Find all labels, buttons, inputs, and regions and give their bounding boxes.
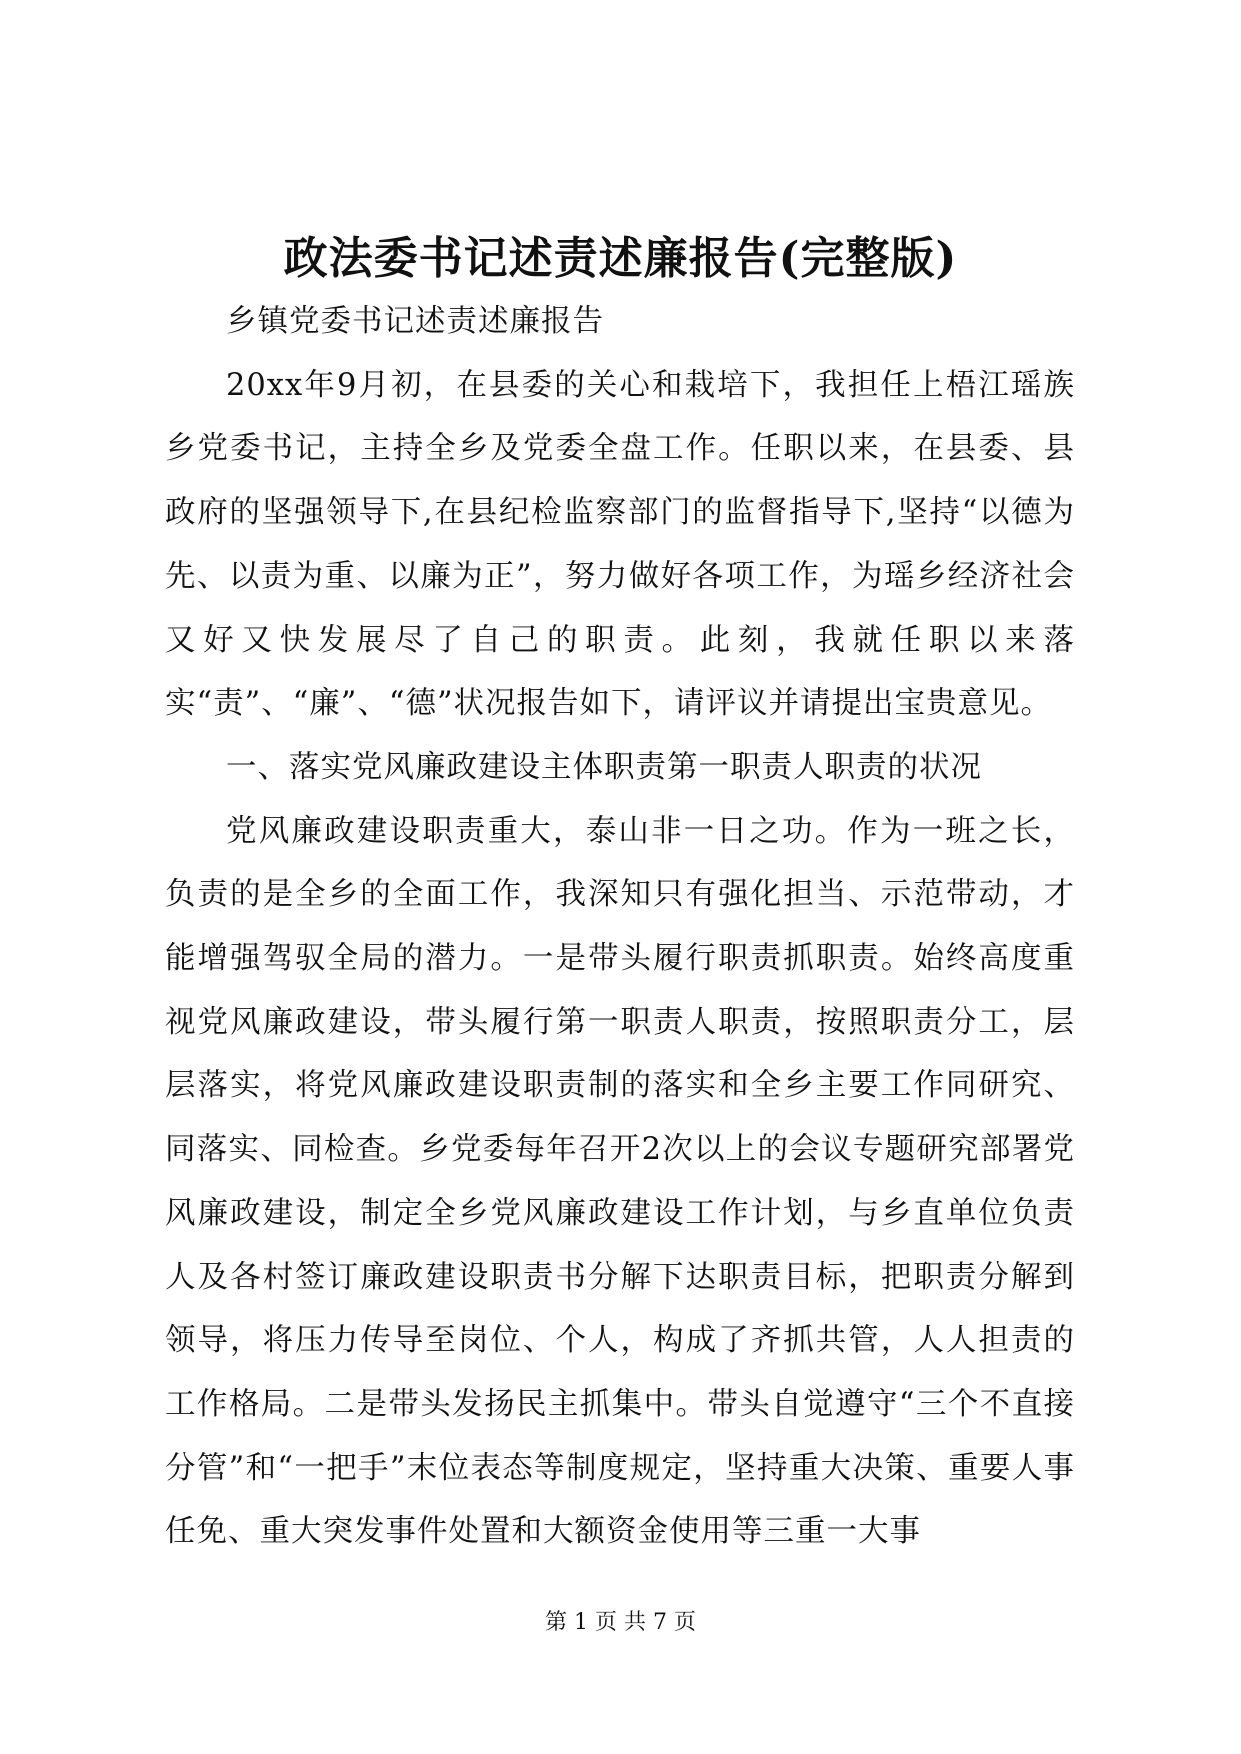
document-title: 政法委书记述责述廉报告(完整版) bbox=[283, 233, 958, 285]
paragraph-section-heading: 一、落实党风廉政建设主体职责第一职责人职责的状况 bbox=[226, 749, 982, 785]
paragraph-subtitle: 乡镇党委书记述责述廉报告 bbox=[226, 304, 604, 339]
page-number-footer: 第 1 页 共 7 页 bbox=[545, 1610, 696, 1635]
paragraph-intro: 20xx年9月初，在县委的关心和栽培下，我担任上梧江瑶族乡党委书记，主持全乡及党委全盘工作。任职以来，在县委、县政府的坚强领导下,在县纪检监察部门的监督指导下,坚持“以德为先、以责为重、以廉为正”，努力做好各项工作，为瑶乡经济社会又好又快发展尽了自己的职责。此刻，我就任职以来落实“责”、“廉”、“德”状况报告如下，请评议并请提出宝贵意见。 bbox=[165, 367, 1075, 722]
document-body bbox=[165, 290, 1075, 1564]
paragraph-section-body: 党风廉政建设职责重大，泰山非一日之功。作为一班之长，负责的是全乡的全面工作，我深知只有强化担当、示范带动，才能增强驾驭全局的潜力。一是带头履行职责抓职责。始终高度重视党风廉政建设，带头履行第一职责人职责，按照职责分工，层层落实，将党风廉政建设职责制的落实和全乡主要工作同研究、同落实、同检查。乡党委每年召开2次以上的会议专题研究部署党风廉政建设，制定全乡党风廉政建设工作计划，与乡直单位负责人及各村签订廉政建设职责书分解下达职责目标，把职责分解到领导，将压力传导至岗位、个人，构成了齐抓共管，人人担责的工作格局。二是带头发扬民主抓集中。带头自觉遵守“三个不直接分管”和“一把手”末位表态等制度规定，坚持重大决策、重要人事任免、重大突发事件处置和大额资金使用等三重一大事 bbox=[165, 813, 1075, 1550]
